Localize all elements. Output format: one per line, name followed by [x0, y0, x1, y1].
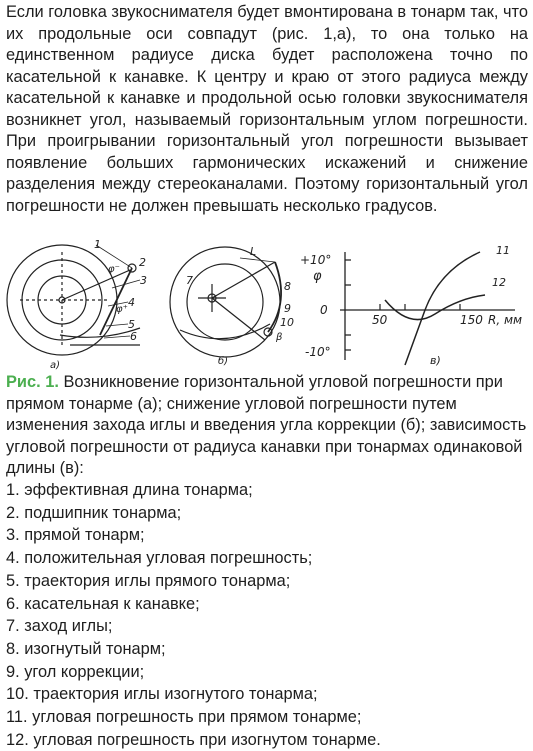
label-7: 7	[186, 274, 193, 287]
y-tick-minus10: -10°	[305, 345, 331, 359]
list-item: 2. подшипник тонарма;	[6, 503, 182, 522]
caption-label: Рис. 1.	[6, 373, 59, 391]
panel-c-label: в)	[430, 354, 441, 367]
label-beta: β	[276, 332, 283, 343]
list-item: 11. угловая погрешность при прямом тонарме;	[6, 708, 362, 727]
label-L: L	[250, 245, 257, 258]
list-item: 1. эффективная длина тонарма;	[6, 481, 253, 499]
label-3: 3	[140, 274, 147, 287]
effective-length	[212, 262, 275, 298]
label-8: 8	[284, 280, 291, 293]
phi-minus: φ⁻	[108, 264, 120, 275]
axis-ticks	[345, 260, 460, 350]
figure-1	[0, 240, 533, 372]
list-item: 6. касательная к канавке;	[6, 594, 200, 613]
x-tick-50: 50	[372, 313, 388, 327]
panel-b-label: б)	[218, 356, 229, 367]
curve-11	[405, 252, 480, 365]
list-item: 9. угол коррекции;	[6, 662, 145, 681]
list-item: 4. положительная угловая погрешность;	[6, 549, 313, 568]
phi-plus: φ⁺	[116, 304, 128, 315]
curve-11-label: 11	[496, 244, 510, 257]
curve-12-label: 12	[492, 276, 506, 289]
panel-c-graph	[340, 252, 515, 365]
x-axis-label: R, мм	[488, 313, 523, 327]
label-2: 2	[139, 256, 146, 269]
label-5: 5	[128, 318, 135, 331]
intro-paragraph: Если головка звукоснимателя будет вмонтирована в тонарм так, что их продольные оси совпадут (рис. 1,а), то она только на единственном радиусе диска будет расположена точно по касательной к канавке. К центру и краю от этого радиуса между касательной к канавке и продольной осью головки звукоснимателя возникнет угол, называемый горизонтальным углом погрешности. При проигрывании горизонтальный угол погрешности вызывает появление больших гармонических искажений и снижение разделения между стереоканалами. Поэтому горизонтальный угол погрешности не должен превышать несколько градусов.	[6, 3, 528, 215]
panel-b-diagram	[170, 247, 281, 357]
dimension-L	[240, 258, 275, 262]
list-item: 12. угловая погрешность при изогнутом тонарме.	[6, 730, 381, 749]
label-4: 4	[128, 296, 135, 309]
caption-text: Возникновение горизонтальной угловой погрешности при прямом тонарме (а); снижение угловой погрешности путем изменения захода иглы и введения угла коррекции (б); зависимость угловой погрешности от радиуса канавки при тонармах одинаковой длины (в):	[6, 373, 527, 478]
overhang-line	[212, 298, 265, 340]
list-item: 3. прямой тонарм;	[6, 526, 145, 545]
label-10: 10	[280, 316, 294, 329]
stylus-path	[180, 324, 270, 339]
list-item: 5. траектория иглы прямого тонарма;	[6, 571, 291, 590]
list-item: 10. траектория иглы изогнутого тонарма;	[6, 685, 318, 704]
y-tick-plus10: +10°	[300, 253, 332, 267]
label-1: 1	[94, 240, 101, 251]
legend-list	[6, 479, 381, 751]
list-item: 7. заход иглы;	[6, 617, 113, 636]
y-tick-zero: 0	[320, 303, 328, 317]
x-tick-150: 150	[460, 313, 483, 327]
label-6: 6	[130, 330, 137, 343]
figure-caption	[6, 372, 530, 480]
panel-a-diagram	[7, 245, 140, 355]
y-axis-symbol: φ	[313, 269, 322, 284]
panel-a-label: а)	[50, 360, 61, 371]
list-item: 8. изогнутый тонарм;	[6, 639, 166, 658]
label-9: 9	[284, 302, 291, 315]
